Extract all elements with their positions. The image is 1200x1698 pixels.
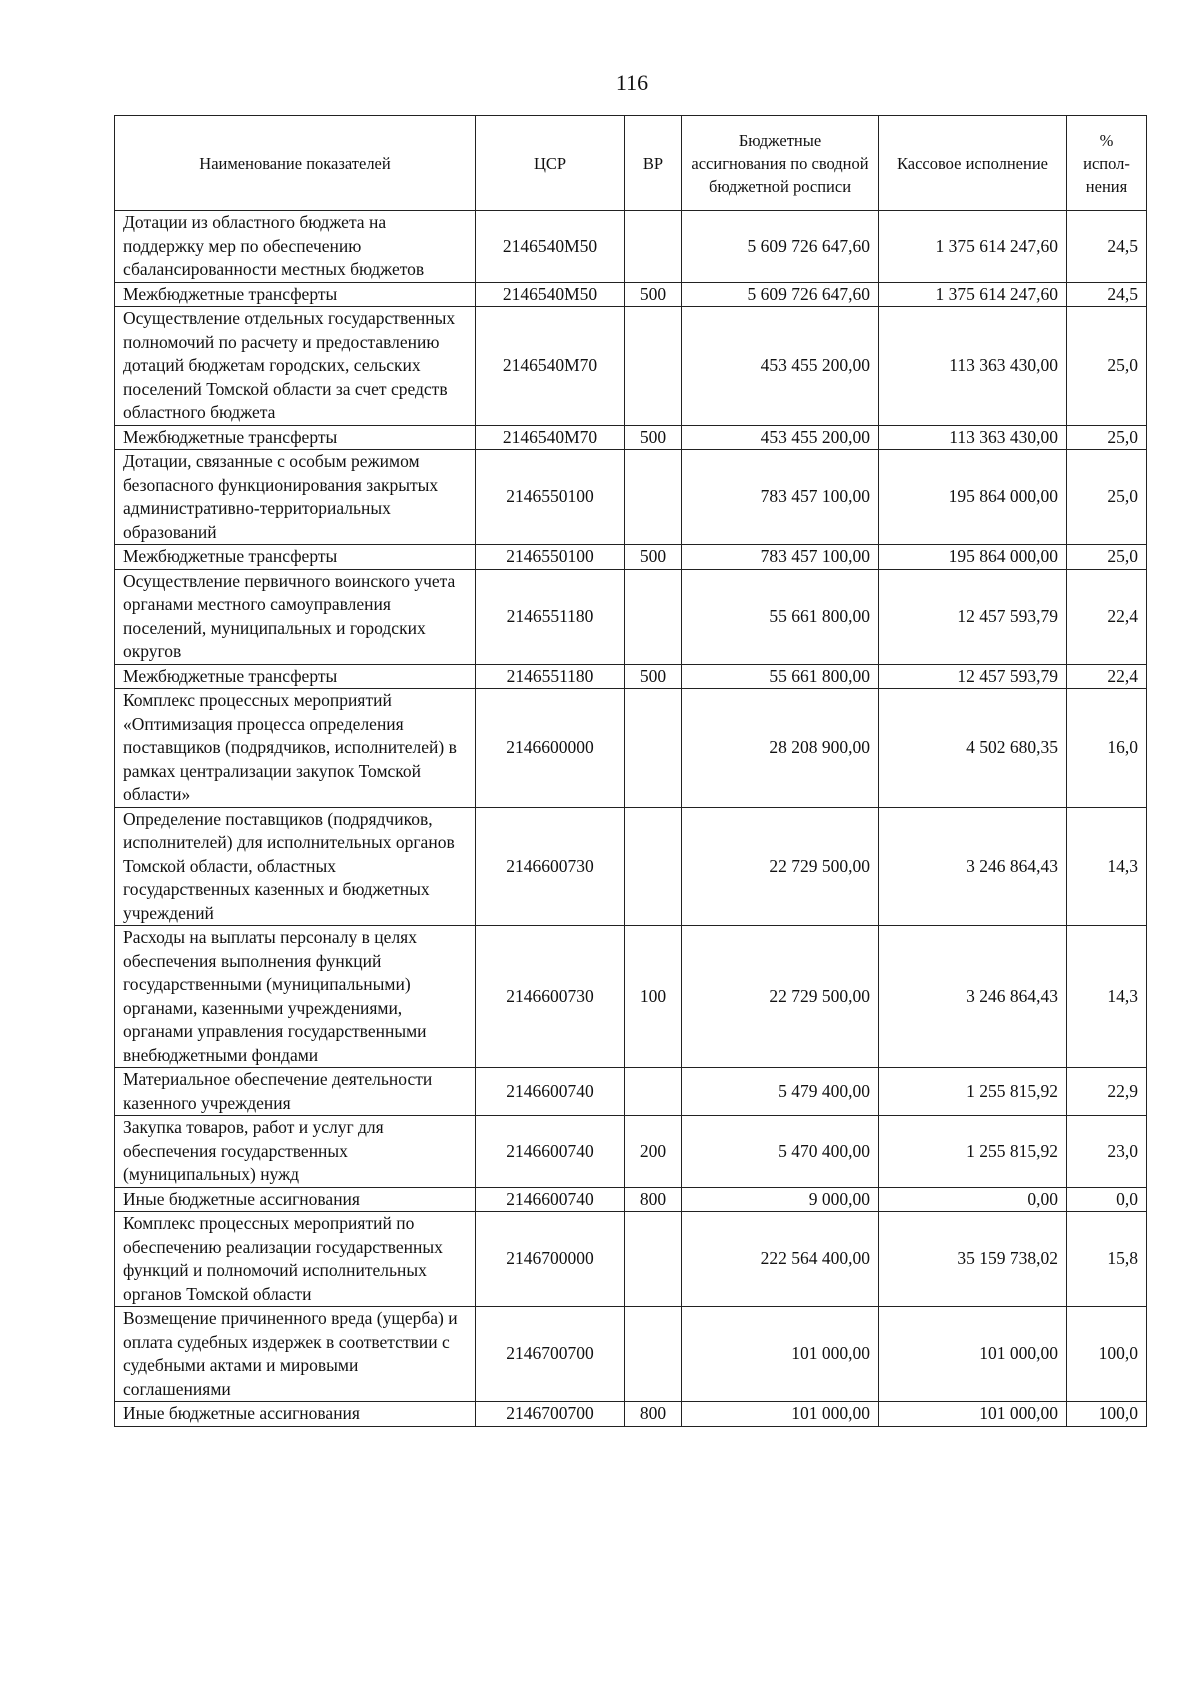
row-csr: 2146540M70 (476, 425, 625, 450)
row-csr: 2146550100 (476, 545, 625, 570)
row-percent: 22,4 (1067, 664, 1147, 689)
row-percent: 25,0 (1067, 307, 1147, 426)
row-cash: 12 457 593,79 (879, 664, 1067, 689)
row-percent: 22,4 (1067, 569, 1147, 664)
row-csr: 2146540M50 (476, 211, 625, 283)
table-row (115, 569, 1147, 664)
row-budget: 22 729 500,00 (682, 807, 879, 926)
row-vr: 500 (625, 545, 682, 570)
row-csr: 2146600740 (476, 1187, 625, 1212)
row-vr (625, 689, 682, 808)
row-percent: 100,0 (1067, 1307, 1147, 1402)
header-csr: ЦСР (476, 116, 625, 211)
table-row (115, 1212, 1147, 1307)
row-percent: 0,0 (1067, 1187, 1147, 1212)
table-row (115, 450, 1147, 545)
row-name: Дотации из областного бюджета на поддержку мер по обеспечению сбалансированности местных бюджетов (115, 211, 476, 283)
row-name: Иные бюджетные ассигнования (115, 1187, 476, 1212)
row-budget: 55 661 800,00 (682, 569, 879, 664)
row-percent: 15,8 (1067, 1212, 1147, 1307)
row-vr (625, 307, 682, 426)
table-row (115, 1068, 1147, 1116)
table-row (115, 211, 1147, 283)
row-budget: 55 661 800,00 (682, 664, 879, 689)
row-vr (625, 569, 682, 664)
row-percent: 25,0 (1067, 450, 1147, 545)
row-percent: 25,0 (1067, 425, 1147, 450)
row-budget: 28 208 900,00 (682, 689, 879, 808)
row-name: Межбюджетные трансферты (115, 282, 476, 307)
row-cash: 4 502 680,35 (879, 689, 1067, 808)
row-name: Комплекс процессных мероприятий «Оптимизация процесса определения поставщиков (подрядчиков, исполнителей) в рамках централизации закупок Томской области» (115, 689, 476, 808)
row-budget: 783 457 100,00 (682, 450, 879, 545)
row-name: Осуществление первичного воинского учета органами местного самоуправления поселений, муниципальных и городских округов (115, 569, 476, 664)
row-budget: 9 000,00 (682, 1187, 879, 1212)
header-budget: Бюджетные ассигнования по сводной бюджетной росписи (682, 116, 879, 211)
table-row (115, 664, 1147, 689)
row-budget: 5 609 726 647,60 (682, 211, 879, 283)
row-budget: 783 457 100,00 (682, 545, 879, 570)
row-csr: 2146600730 (476, 926, 625, 1068)
table-row (115, 1402, 1147, 1427)
row-budget: 101 000,00 (682, 1402, 879, 1427)
row-cash: 1 255 815,92 (879, 1116, 1067, 1188)
row-percent: 24,5 (1067, 282, 1147, 307)
row-percent: 23,0 (1067, 1116, 1147, 1188)
header-vr: ВР (625, 116, 682, 211)
row-cash: 1 375 614 247,60 (879, 211, 1067, 283)
row-percent: 100,0 (1067, 1402, 1147, 1427)
row-csr: 2146540M70 (476, 307, 625, 426)
row-vr (625, 807, 682, 926)
row-cash: 12 457 593,79 (879, 569, 1067, 664)
row-csr: 2146600740 (476, 1116, 625, 1188)
row-csr: 2146700700 (476, 1307, 625, 1402)
row-percent: 24,5 (1067, 211, 1147, 283)
row-percent: 22,9 (1067, 1068, 1147, 1116)
row-cash: 1 375 614 247,60 (879, 282, 1067, 307)
row-cash: 1 255 815,92 (879, 1068, 1067, 1116)
table-row (115, 926, 1147, 1068)
table-row (115, 545, 1147, 570)
row-vr: 500 (625, 425, 682, 450)
row-vr: 200 (625, 1116, 682, 1188)
row-csr: 2146551180 (476, 569, 625, 664)
row-csr: 2146600730 (476, 807, 625, 926)
row-name: Межбюджетные трансферты (115, 425, 476, 450)
row-cash: 195 864 000,00 (879, 545, 1067, 570)
table-row (115, 807, 1147, 926)
page-number: 116 (615, 70, 649, 95)
row-csr: 2146700700 (476, 1402, 625, 1427)
row-csr: 2146540M50 (476, 282, 625, 307)
budget-execution-table (114, 115, 1147, 1427)
row-name: Дотации, связанные с особым режимом безопасного функционирования закрытых административно-территориальных образований (115, 450, 476, 545)
row-name: Иные бюджетные ассигнования (115, 1402, 476, 1427)
row-vr (625, 211, 682, 283)
row-cash: 35 159 738,02 (879, 1212, 1067, 1307)
row-percent: 16,0 (1067, 689, 1147, 808)
row-name: Материальное обеспечение деятельности казенного учреждения (115, 1068, 476, 1116)
table-row (115, 1116, 1147, 1188)
row-budget: 5 470 400,00 (682, 1116, 879, 1188)
row-budget: 453 455 200,00 (682, 425, 879, 450)
row-vr (625, 450, 682, 545)
row-cash: 113 363 430,00 (879, 425, 1067, 450)
row-cash: 101 000,00 (879, 1402, 1067, 1427)
row-cash: 195 864 000,00 (879, 450, 1067, 545)
row-cash: 101 000,00 (879, 1307, 1067, 1402)
header-percent: % испол-нения (1067, 116, 1147, 211)
row-cash: 113 363 430,00 (879, 307, 1067, 426)
row-csr: 2146700000 (476, 1212, 625, 1307)
row-budget: 5 479 400,00 (682, 1068, 879, 1116)
row-budget: 101 000,00 (682, 1307, 879, 1402)
row-vr: 100 (625, 926, 682, 1068)
row-name: Осуществление отдельных государственных полномочий по расчету и предоставлению дотаций бюджетам городских, сельских поселений Томской области за счет средств областного бюджета (115, 307, 476, 426)
row-vr (625, 1212, 682, 1307)
row-vr (625, 1068, 682, 1116)
row-percent: 14,3 (1067, 926, 1147, 1068)
row-csr: 2146551180 (476, 664, 625, 689)
header-name: Наименование показателей (115, 116, 476, 211)
row-budget: 22 729 500,00 (682, 926, 879, 1068)
row-name: Возмещение причиненного вреда (ущерба) и оплата судебных издержек в соответствии с судебными актами и мировыми соглашениями (115, 1307, 476, 1402)
row-budget: 5 609 726 647,60 (682, 282, 879, 307)
table-header-row (115, 116, 1147, 211)
row-vr: 800 (625, 1402, 682, 1427)
row-name: Расходы на выплаты персоналу в целях обеспечения выполнения функций государственными (муниципальными) органами, казенными учреждениями, органами управления государственными внебюджетными фондами (115, 926, 476, 1068)
table-row (115, 282, 1147, 307)
table-row (115, 425, 1147, 450)
row-name: Межбюджетные трансферты (115, 664, 476, 689)
row-name: Определение поставщиков (подрядчиков, исполнителей) для исполнительных органов Томской области, областных государственных казенных и бюджетных учреждений (115, 807, 476, 926)
row-vr: 800 (625, 1187, 682, 1212)
row-vr: 500 (625, 282, 682, 307)
row-percent: 14,3 (1067, 807, 1147, 926)
row-name: Комплекс процессных мероприятий по обеспечению реализации государственных функций и полномочий исполнительных органов Томской области (115, 1212, 476, 1307)
row-budget: 222 564 400,00 (682, 1212, 879, 1307)
row-cash: 3 246 864,43 (879, 807, 1067, 926)
table-row (115, 1307, 1147, 1402)
row-cash: 3 246 864,43 (879, 926, 1067, 1068)
table-row (115, 1187, 1147, 1212)
row-csr: 2146600000 (476, 689, 625, 808)
row-name: Межбюджетные трансферты (115, 545, 476, 570)
row-csr: 2146550100 (476, 450, 625, 545)
row-budget: 453 455 200,00 (682, 307, 879, 426)
table-row (115, 307, 1147, 426)
row-percent: 25,0 (1067, 545, 1147, 570)
row-vr: 500 (625, 664, 682, 689)
header-cash: Кассовое исполнение (879, 116, 1067, 211)
row-cash: 0,00 (879, 1187, 1067, 1212)
row-vr (625, 1307, 682, 1402)
row-csr: 2146600740 (476, 1068, 625, 1116)
row-name: Закупка товаров, работ и услуг для обеспечения государственных (муниципальных) нужд (115, 1116, 476, 1188)
table-row (115, 689, 1147, 808)
